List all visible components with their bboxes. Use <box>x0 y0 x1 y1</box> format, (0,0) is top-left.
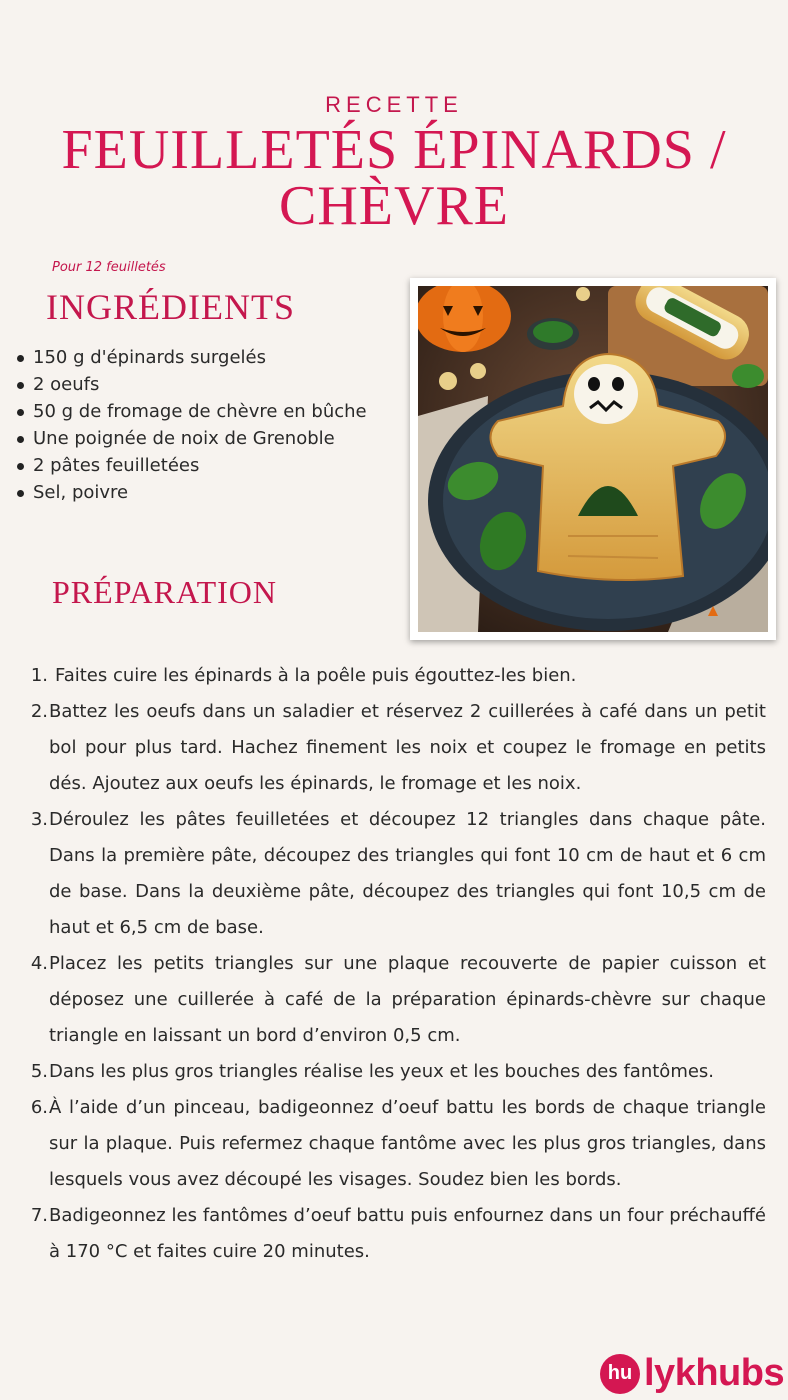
step-number: 6. <box>30 1097 48 1118</box>
ingredient-item: 2 pâtes feuilletées <box>14 452 367 479</box>
portions-note: Pour 12 feuilletés <box>52 260 166 275</box>
step-text: Battez les oeufs dans un saladier et réservez 2 cuillerées à café dans un petit bol pour plus tard. Hachez finement les noix et coupez le fromage en petits dés. Ajoutez aux oeufs les épinards, le fromage et les noix. <box>49 701 766 794</box>
step-number: 3. <box>30 809 48 830</box>
ingredient-item: Sel, poivre <box>14 479 367 506</box>
brand-name: lykhubs <box>644 1352 785 1394</box>
step-number: 4. <box>30 953 48 974</box>
step-number: 1. <box>30 665 48 686</box>
recipe-title: FEUILLETÉS ÉPINARDS / CHÈVRE <box>61 119 727 237</box>
step-item <box>24 694 766 802</box>
ingredient-item: Une poignée de noix de Grenoble <box>14 425 367 452</box>
ingredients-heading: INGRÉDIENTS <box>46 287 295 327</box>
ingredient-item: 150 g d'épinards surgelés <box>14 344 367 371</box>
ingredient-item: 2 oeufs <box>14 371 367 398</box>
ingredient-item: 50 g de fromage de chèvre en bûche <box>14 398 367 425</box>
step-text: Faites cuire les épinards à la poêle puis égouttez-les bien. <box>55 665 577 686</box>
ingredients-list <box>14 344 367 506</box>
step-number: 2. <box>30 701 48 722</box>
step-item <box>24 1198 766 1270</box>
preparation-steps <box>24 658 766 1270</box>
brand-mark-icon: hu <box>600 1354 640 1394</box>
recipe-photo <box>410 278 776 640</box>
brand-logo[interactable] <box>600 1352 784 1395</box>
step-text: Placez les petits triangles sur une plaque recouverte de papier cuisson et déposez une cuillerée à café de la préparation épinards-chèvre sur chaque triangle en laissant un bord d’environ 0,5 cm. <box>49 953 766 1046</box>
step-text: Dans les plus gros triangles réalise les yeux et les bouches des fantômes. <box>49 1061 715 1082</box>
step-text: Badigeonnez les fantômes d’oeuf battu puis enfournez dans un four préchauffé à 170 °C et faites cuire 20 minutes. <box>49 1205 766 1262</box>
ghost-pastry-illustration <box>418 286 768 632</box>
step-text: Déroulez les pâtes feuilletées et découpez 12 triangles dans chaque pâte. Dans la première pâte, découpez des triangles qui font 10 cm de haut et 6 cm de base. Dans la deuxième pâte, découpez des triangles qui font 10,5 cm de haut et 6,5 cm de base. <box>49 809 766 938</box>
step-item <box>24 1054 766 1090</box>
step-item <box>24 802 766 946</box>
step-item <box>24 658 766 694</box>
step-item <box>24 1090 766 1198</box>
preparation-heading: PRÉPARATION <box>52 574 277 610</box>
step-text: À l’aide d’un pinceau, badigeonnez d’oeuf battu les bords de chaque triangle sur la plaque. Puis refermez chaque fantôme avec les plus gros triangles, dans lesquels vous avez découpé les visages. Soudez bien les bords. <box>49 1097 766 1190</box>
step-item <box>24 946 766 1054</box>
step-number: 7. <box>30 1205 48 1226</box>
recipe-kicker: RECETTE <box>325 92 463 117</box>
step-number: 5. <box>30 1061 48 1082</box>
